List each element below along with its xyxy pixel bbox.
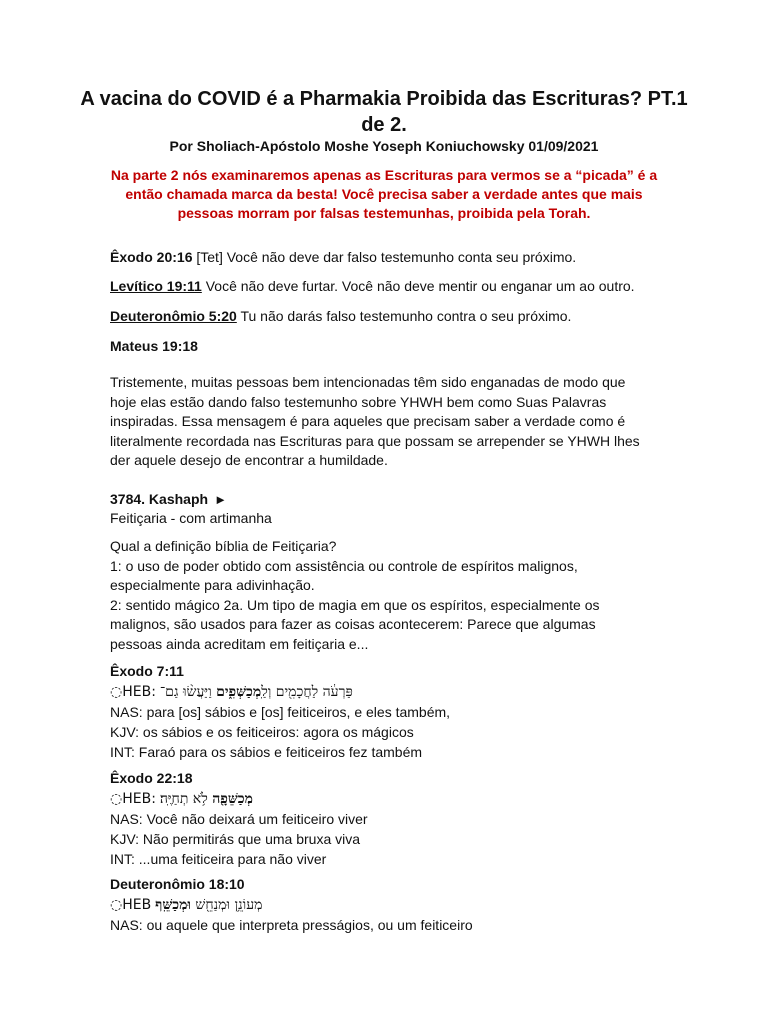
verse-text: Você não deve furtar. Você não deve mentir ou enganar um ao outro. <box>201 278 635 294</box>
verse-deuteronomio-5-20 <box>110 306 670 326</box>
verse-levitico-19-11 <box>110 276 670 296</box>
heb-plain: מְעוֹנֵ֥ן וּמְנַחֵ֖שׁ <box>190 897 263 913</box>
verse-exodo-22-18 <box>110 768 670 869</box>
verse-ref: Êxodo 20:16 <box>110 249 193 265</box>
int-line: INT: Faraó para os sábios e feiticeiros fez também <box>110 744 423 760</box>
heb-rest: לֹ֥א תְחַיֶּֽה׃ <box>159 791 213 807</box>
definition-item-2: 2: sentido mágico 2a. Um tipo de magia em que os espíritos, especialmente os malignos, são usados para fazer as coisas acontecerem: Parece que algumas pessoas ainda acreditam em feitiçaria e... <box>110 596 600 652</box>
hebrew-line <box>110 894 670 915</box>
nas-line: NAS: para [os] sábios e [os] feiticeiros, e eles também, <box>110 704 451 720</box>
hebrew-line <box>110 788 670 809</box>
kjv-line: KJV: Não permitirás que uma bruxa viva <box>110 831 361 847</box>
hebrew-line <box>110 681 670 702</box>
verse-exodo-7-11 <box>110 661 670 762</box>
play-arrow-icon: ► <box>214 492 227 507</box>
heb-prefix: ◌HEB: <box>110 791 156 807</box>
kjv-line: KJV: os sábios e os feiticeiros: agora os mágicos <box>110 724 414 740</box>
kashaph-heading <box>110 489 670 510</box>
verse-ref: Êxodo 7:11 <box>110 663 184 679</box>
verse-ref: Deuteronômio 18:10 <box>110 876 245 892</box>
heb-prefix: ◌HEB: <box>110 684 156 700</box>
verse-ref: Mateus 19:18 <box>110 338 198 354</box>
definition-section <box>110 537 670 654</box>
document-title: A vacina do COVID é a Pharmakia Proibida das Escrituras? PT.1 de 2. <box>80 88 688 136</box>
heb-rest: וַיַּעֲשׂ֨וּ גַם־ <box>159 684 217 700</box>
verse-deuteronomio-18-10 <box>110 874 670 935</box>
heb-bold: מְכַשֵּׁפָ֖ה <box>212 791 253 807</box>
int-line: INT: ...uma feiticeira para não viver <box>110 851 327 867</box>
heb-bold: וּמְכַשֵּֽׁף <box>155 897 191 913</box>
verse-ref: Êxodo 22:18 <box>110 770 193 786</box>
heb-bold: מְכַשְּׁפִ֑ים <box>216 684 262 700</box>
definition-item-1: 1: o uso de poder obtido com assistência ou controle de espíritos malignos, especialmente para adivinhação. <box>110 557 578 593</box>
verse-text: [Tet] Você não deve dar falso testemunho conta seu próximo. <box>192 249 577 265</box>
verse-mateus-19-18 <box>110 336 670 356</box>
verse-ref: Levítico 19:11 <box>110 278 202 294</box>
kashaph-title: 3784. Kashaph <box>110 491 209 507</box>
author-byline: Por Sholiach-Apóstolo Moshe Yoseph Koniuchowsky 01/09/2021 <box>169 138 599 154</box>
heb-plain: פַּרְעֹ֔ה לַחֲכָמִ֖ים וְלַֽ <box>261 684 353 700</box>
definition-question: Qual a definição bíblia de Feitiçaria? <box>110 538 337 554</box>
verse-text: Tu não darás falso testemunho contra o seu próximo. <box>236 308 572 324</box>
kashaph-subtitle: Feitiçaria - com artimanha <box>110 510 272 526</box>
nas-line: NAS: Você não deixará um feiticeiro viver <box>110 811 368 827</box>
heb-prefix: ◌HEB <box>110 897 152 913</box>
body-paragraph: Tristemente, muitas pessoas bem intencionadas têm sido enganadas de modo que hoje elas estão dando falso testemunho sobre YHWH bem como Suas Palavras inspiradas. Essa mensagem é para aqueles que precisam saber a verdade como é literalmente recordada nas Escrituras para que possam se arrepender se YHWH lhes der aquele desejo de encontrar a humildade. <box>110 374 640 468</box>
nas-line: NAS: ou aquele que interpreta presságios, ou um feiticeiro <box>110 917 473 933</box>
verse-ref: Deuteronômio 5:20 <box>110 308 237 324</box>
intro-warning: Na parte 2 nós examinaremos apenas as Escrituras para vermos se a “picada” é a então chamada marca da besta! Você precisa saber a verdade antes que mais pessoas morram por falsas testemunhas, proibida pela Torah. <box>110 167 658 221</box>
verse-exodo-20-16 <box>110 247 670 267</box>
